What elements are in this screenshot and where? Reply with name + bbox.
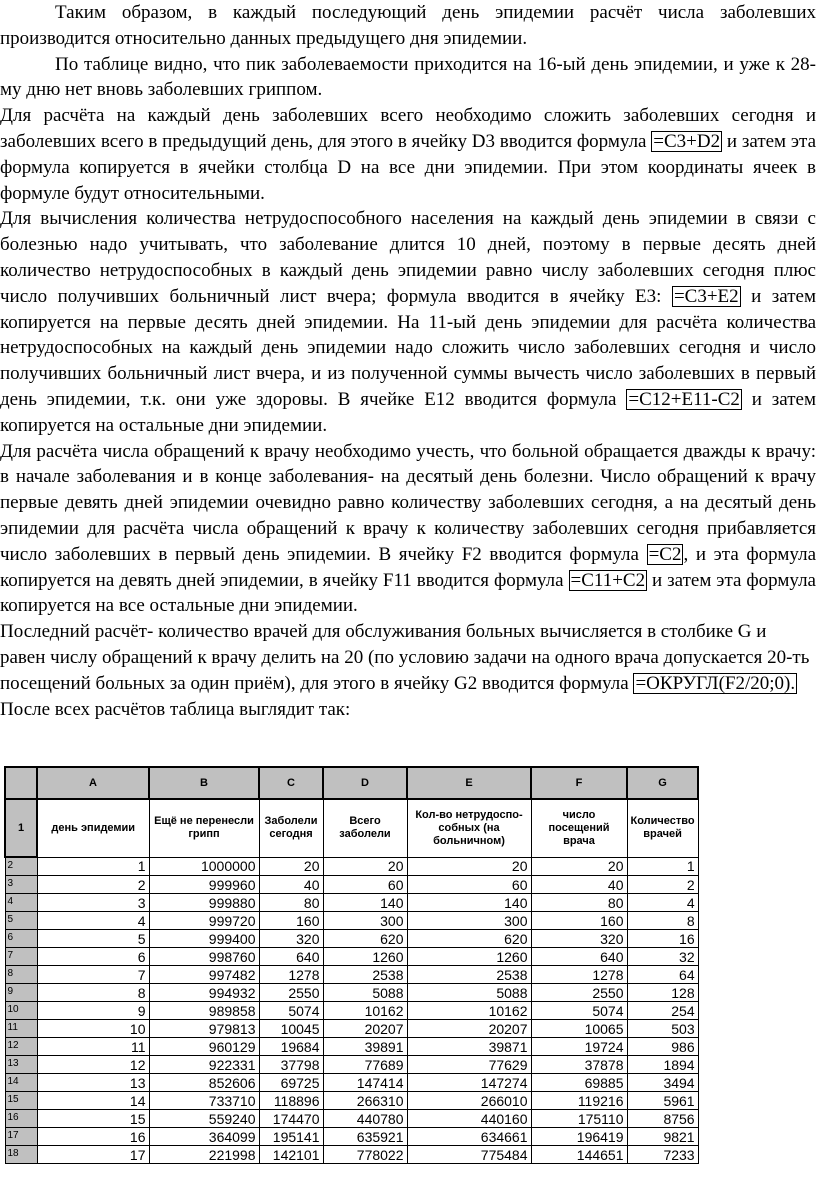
table-cell: 1 xyxy=(37,857,149,876)
table-cell: 196419 xyxy=(531,1128,627,1146)
table-cell: 175110 xyxy=(531,1110,627,1128)
paragraph: Для вычисления количества нетрудоспособного населения на каждый день эпидемии в связи с болезнью надо учитывать, что заболевание длится 10 дней, поэтому в первые десять дней количество нетрудоспособных в каждый день эпидемии равно числу заболевших сегодня плюс число получивших больничный лист вчера; формула вводится в ячейку Е3: =C3+E2 и затем копируется на первые десять дней эпидемии. На 11-ый день эпидемии для расчёта количества нетрудоспособных на каждый день эпидемии надо сложить число заболевших сегодня и число получивших больничный лист вчера, и из полученной суммы вычесть число заболевших в первый день эпидемии, т.к. они уже здоровы. В ячейке Е12 вводится формула =C12+E11-C2 и затем копируется на остальные дни эпидемии. xyxy=(0,208,816,436)
table-cell: 10162 xyxy=(323,1002,407,1020)
table-cell: 960129 xyxy=(149,1038,259,1056)
table-row xyxy=(5,857,698,876)
column-header: G xyxy=(627,767,698,799)
row-number: 2 xyxy=(5,857,37,876)
table-cell: 1 xyxy=(627,857,698,876)
table-cell: 2 xyxy=(37,876,149,894)
table-cell: 634661 xyxy=(407,1128,531,1146)
header-cell: день эпидемии xyxy=(37,799,149,857)
table-cell: 2550 xyxy=(531,984,627,1002)
table-cell: 266010 xyxy=(407,1092,531,1110)
table-cell: 12 xyxy=(37,1056,149,1074)
table-cell: 9 xyxy=(37,1002,149,1020)
table-row xyxy=(5,1056,698,1074)
row-number: 7 xyxy=(5,948,37,966)
paragraph: Для расчёта числа обращений к врачу необходимо учесть, что больной обращается дважды к врачу: в начале заболевания и в конце заболевания- на десятый день болезни. Число обращений к врачу первые девять дней эпидемии очевидно равно количеству заболевших сегодня, а на десятый день эпидемии для расчёта числа обращений к врачу к количеству заболевших сегодня прибавляется число заболевших в первый день эпидемии. В ячейку F2 вводится формула =C2 , и эта формула копируется на девять дней эпидемии, в ячейку F11 вводится формула =C11+C2 и затем эта формула копируется на все остальные дни эпидемии. xyxy=(0,440,816,617)
formula-box: =ОКРУГЛ(F2/20;0). xyxy=(635,672,796,694)
table-cell: 320 xyxy=(259,930,323,948)
table-cell: 999720 xyxy=(149,912,259,930)
table-row xyxy=(5,1146,698,1164)
header-cell: Ещё не перенесли грипп xyxy=(149,799,259,857)
row-number: 8 xyxy=(5,966,37,984)
table-cell: 320 xyxy=(531,930,627,948)
table-cell: 2550 xyxy=(259,984,323,1002)
table-cell: 1278 xyxy=(259,966,323,984)
table-cell: 39871 xyxy=(407,1038,531,1056)
table-cell: 640 xyxy=(259,948,323,966)
table-row xyxy=(5,1020,698,1038)
table-cell: 147414 xyxy=(323,1074,407,1092)
table-cell: 254 xyxy=(627,1002,698,1020)
table-cell: 999400 xyxy=(149,930,259,948)
table-cell: 5074 xyxy=(259,1002,323,1020)
table-cell: 2 xyxy=(627,876,698,894)
table-cell: 994932 xyxy=(149,984,259,1002)
table-cell: 144651 xyxy=(531,1146,627,1164)
table-row xyxy=(5,1002,698,1020)
table-cell: 10065 xyxy=(531,1020,627,1038)
table-cell: 20207 xyxy=(407,1020,531,1038)
table-cell: 20 xyxy=(407,857,531,876)
corner-cell xyxy=(5,767,37,799)
table-cell: 999880 xyxy=(149,894,259,912)
row-number: 17 xyxy=(5,1128,37,1146)
table-cell: 998760 xyxy=(149,948,259,966)
table-cell: 979813 xyxy=(149,1020,259,1038)
table-cell: 128 xyxy=(627,984,698,1002)
table-cell: 503 xyxy=(627,1020,698,1038)
table-cell: 778022 xyxy=(323,1146,407,1164)
row-number: 11 xyxy=(5,1020,37,1038)
table-row xyxy=(5,984,698,1002)
table-cell: 8756 xyxy=(627,1110,698,1128)
table-cell: 19684 xyxy=(259,1038,323,1056)
row-number: 13 xyxy=(5,1056,37,1074)
table-cell: 60 xyxy=(407,876,531,894)
table-cell: 559240 xyxy=(149,1110,259,1128)
table-cell: 80 xyxy=(531,894,627,912)
table-cell: 1260 xyxy=(323,948,407,966)
table-cell: 989858 xyxy=(149,1002,259,1020)
table-cell: 6 xyxy=(37,948,149,966)
table-cell: 5088 xyxy=(407,984,531,1002)
paragraph: Последний расчёт- количество врачей для обслуживания больных вычисляется в столбике G и равен числу обращений к врачу делить на 20 (по условию задачи на одного врача допускается 20-ть посещений больных за один приём), для этого в ячейку G2 вводится формула =ОКРУГЛ(F2/20;0). xyxy=(0,621,810,694)
table-row xyxy=(5,1038,698,1056)
paragraph: После всех расчётов таблица выглядит так: xyxy=(0,698,351,720)
paragraph: Для расчёта на каждый день заболевших всего необходимо сложить заболевших сегодня и заболевших всего в предыдущий день, для этого в ячейку D3 вводится формула =C3+D2 и затем эта формула копируется в ячейки столбца D на все дни эпидемии. При этом координаты ячеек в формуле будут относительными. xyxy=(0,105,816,204)
table-cell: 37798 xyxy=(259,1056,323,1074)
formula-box: =C3+D2 xyxy=(653,130,721,152)
table-row xyxy=(5,930,698,948)
table-cell: 15 xyxy=(37,1110,149,1128)
table-cell: 440780 xyxy=(323,1110,407,1128)
table-cell: 4 xyxy=(37,912,149,930)
table-cell: 140 xyxy=(323,894,407,912)
table-cell: 3 xyxy=(37,894,149,912)
table-cell: 1278 xyxy=(531,966,627,984)
table-cell: 119216 xyxy=(531,1092,627,1110)
table-cell: 195141 xyxy=(259,1128,323,1146)
table-cell: 5 xyxy=(37,930,149,948)
table-cell: 997482 xyxy=(149,966,259,984)
table-cell: 922331 xyxy=(149,1056,259,1074)
table-cell: 5961 xyxy=(627,1092,698,1110)
table-cell: 7233 xyxy=(627,1146,698,1164)
table-cell: 620 xyxy=(323,930,407,948)
table-cell: 1894 xyxy=(627,1056,698,1074)
table-cell: 364099 xyxy=(149,1128,259,1146)
table-cell: 3494 xyxy=(627,1074,698,1092)
table-row xyxy=(5,1092,698,1110)
header-cell: Всего заболели xyxy=(323,799,407,857)
table-cell: 77629 xyxy=(407,1056,531,1074)
table-cell: 69885 xyxy=(531,1074,627,1092)
header-row xyxy=(5,799,698,857)
row-number: 3 xyxy=(5,876,37,894)
table-cell: 13 xyxy=(37,1074,149,1092)
table-cell: 9821 xyxy=(627,1128,698,1146)
formula-box: =C3+E2 xyxy=(673,285,739,307)
table-cell: 1000000 xyxy=(149,857,259,876)
table-cell: 775484 xyxy=(407,1146,531,1164)
table-cell: 640 xyxy=(531,948,627,966)
table-cell: 440160 xyxy=(407,1110,531,1128)
table-cell: 10045 xyxy=(259,1020,323,1038)
table-row xyxy=(5,876,698,894)
row-number: 16 xyxy=(5,1110,37,1128)
table-cell: 300 xyxy=(407,912,531,930)
column-header: D xyxy=(323,767,407,799)
table-cell: 140 xyxy=(407,894,531,912)
table-cell: 40 xyxy=(259,876,323,894)
table-cell: 852606 xyxy=(149,1074,259,1092)
header-cell: число посещений врача xyxy=(531,799,627,857)
table-cell: 40 xyxy=(531,876,627,894)
table-cell: 147274 xyxy=(407,1074,531,1092)
table-row xyxy=(5,1074,698,1092)
table-cell: 16 xyxy=(37,1128,149,1146)
table-cell: 986 xyxy=(627,1038,698,1056)
paragraph: Таким образом, в каждый последующий день эпидемии расчёт числа заболевших производится относительно данных предыдущего дня эпидемии. xyxy=(0,2,816,49)
table-cell: 2538 xyxy=(407,966,531,984)
table-cell: 142101 xyxy=(259,1146,323,1164)
row-number: 5 xyxy=(5,912,37,930)
table-cell: 635921 xyxy=(323,1128,407,1146)
table-cell: 2538 xyxy=(323,966,407,984)
column-header: F xyxy=(531,767,627,799)
table-cell: 620 xyxy=(407,930,531,948)
table-cell: 160 xyxy=(259,912,323,930)
table-cell: 8 xyxy=(627,912,698,930)
spreadsheet-table xyxy=(4,766,699,1164)
table-cell: 10 xyxy=(37,1020,149,1038)
table-cell: 14 xyxy=(37,1092,149,1110)
table-cell: 80 xyxy=(259,894,323,912)
table-cell: 300 xyxy=(323,912,407,930)
table-cell: 10162 xyxy=(407,1002,531,1020)
table-row xyxy=(5,1128,698,1146)
column-header: B xyxy=(149,767,259,799)
table-row xyxy=(5,948,698,966)
table-cell: 5088 xyxy=(323,984,407,1002)
header-cell: Заболели сегодня xyxy=(259,799,323,857)
column-header-row xyxy=(5,767,698,799)
formula-box: =C12+E11-C2 xyxy=(628,388,740,410)
row-number: 6 xyxy=(5,930,37,948)
row-number: 15 xyxy=(5,1092,37,1110)
table-cell: 160 xyxy=(531,912,627,930)
table-cell: 221998 xyxy=(149,1146,259,1164)
table-cell: 32 xyxy=(627,948,698,966)
table-cell: 174470 xyxy=(259,1110,323,1128)
table-cell: 7 xyxy=(37,966,149,984)
table-cell: 19724 xyxy=(531,1038,627,1056)
row-number: 4 xyxy=(5,894,37,912)
paragraph: По таблице видно, что пик заболеваемости приходится на 16-ый день эпидемии, и уже к 28-му дню нет вновь заболевших гриппом. xyxy=(0,53,816,101)
table-cell: 77689 xyxy=(323,1056,407,1074)
row-number: 1 xyxy=(5,799,37,857)
table-row xyxy=(5,966,698,984)
table-row xyxy=(5,1110,698,1128)
table-cell: 11 xyxy=(37,1038,149,1056)
table-cell: 39891 xyxy=(323,1038,407,1056)
row-number: 9 xyxy=(5,984,37,1002)
table-cell: 16 xyxy=(627,930,698,948)
table-cell: 64 xyxy=(627,966,698,984)
column-header: C xyxy=(259,767,323,799)
column-header: A xyxy=(37,767,149,799)
table-cell: 8 xyxy=(37,984,149,1002)
table-cell: 118896 xyxy=(259,1092,323,1110)
table-cell: 999960 xyxy=(149,876,259,894)
table-cell: 266310 xyxy=(323,1092,407,1110)
table-cell: 733710 xyxy=(149,1092,259,1110)
table-cell: 17 xyxy=(37,1146,149,1164)
row-number: 12 xyxy=(5,1038,37,1056)
formula-box: =C11+C2 xyxy=(570,569,646,591)
table-row xyxy=(5,894,698,912)
row-number: 18 xyxy=(5,1146,37,1164)
row-number: 14 xyxy=(5,1074,37,1092)
column-header: E xyxy=(407,767,531,799)
table-cell: 37878 xyxy=(531,1056,627,1074)
table-cell: 69725 xyxy=(259,1074,323,1092)
table-row xyxy=(5,912,698,930)
table-cell: 1260 xyxy=(407,948,531,966)
table-cell: 20 xyxy=(531,857,627,876)
table-cell: 4 xyxy=(627,894,698,912)
header-cell: Количество врачей xyxy=(627,799,698,857)
table-cell: 20 xyxy=(259,857,323,876)
header-cell: Кол-во нетрудоспо-собных (на больничном) xyxy=(407,799,531,857)
table-cell: 5074 xyxy=(531,1002,627,1020)
table-cell: 60 xyxy=(323,876,407,894)
table-cell: 20 xyxy=(323,857,407,876)
table-cell: 20207 xyxy=(323,1020,407,1038)
formula-box: =C2 xyxy=(648,543,682,565)
row-number: 10 xyxy=(5,1002,37,1020)
